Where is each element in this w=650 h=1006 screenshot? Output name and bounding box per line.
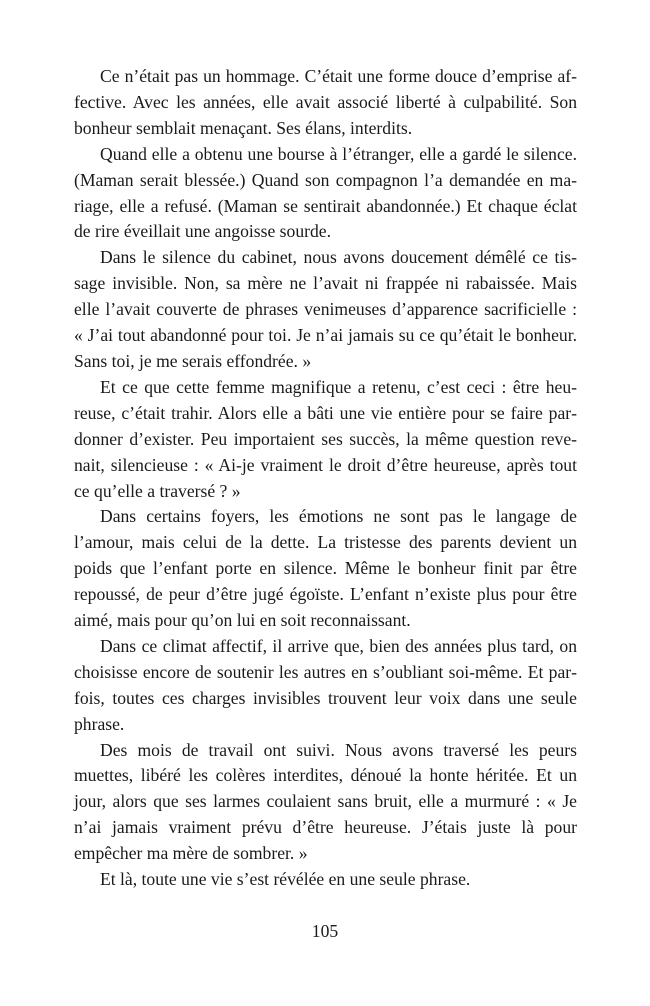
paragraph: Dans le silence du cabinet, nous avons doucement démêlé ce tissage invisible. Non, sa mère ne l’avait ni frappée ni rabaissée. Mais elle l’avait couverte de phrases venimeuses d’apparence sacrificielle : « J’ai tout abandonné pour toi. Je n’ai jamais su ce qu’était le bonheur. Sans toi, je me serais effondrée. » [74, 247, 577, 371]
page-body [74, 64, 577, 893]
paragraph: Et ce que cette femme magnifique a retenu, c’est ceci : être heureuse, c’était trahir. Alors elle a bâti une vie entière pour se faire pardonner d’exister. Peu importaient ses succès, la même question revenait, silencieuse : « Ai-je vraiment le droit d’être heureuse, après tout ce qu’elle a traversé ? » [74, 376, 577, 501]
page-number: 105 [311, 921, 339, 941]
paragraph: Ce n’était pas un hommage. C’était une forme douce d’emprise affective. Avec les années, elle avait associé liberté à culpabilité. Son bonheur semblait menaçant. Ses élans, interdits. [74, 66, 577, 138]
paragraph: Quand elle a obtenu une bourse à l’étranger, elle a gardé le silence. (Maman serait blessée.) Quand son compagnon l’a demandée en mariage, elle a refusé. (Maman se sentirait abandonnée.) Et chaque éclat de rire éveillait une angoisse sourde. [74, 143, 577, 242]
paragraph: Et là, toute une vie s’est révélée en une seule phrase. [100, 869, 471, 890]
paragraph: Des mois de travail ont suivi. Nous avons traversé les peurs muettes, libéré les colères interdites, dénoué la honte héritée. Et un jour, alors que ses larmes coulaient sans bruit, elle a murmuré : « Je n’ai jamais vraiment prévu d’être heureuse. J’étais juste là pour empêcher ma mère de sombrer. » [74, 739, 577, 864]
paragraph: Dans ce climat affectif, il arrive que, bien des années plus tard, on choisisse encore de soutenir les autres en s’oubliant soi-même. Et parfois, toutes ces charges invisibles trouvent leur voix dans une seule phrase. [74, 635, 577, 734]
paragraph: Dans certains foyers, les émotions ne sont pas le langage de l’amour, mais celui de la dette. La tristesse des parents devient un poids que l’enfant porte en silence. Même le bonheur finit par être repoussé, de peur d’être jugé égoïste. L’enfant n’existe plus pour être aimé, mais pour qu’on lui en soit reconnaissant. [74, 506, 577, 631]
